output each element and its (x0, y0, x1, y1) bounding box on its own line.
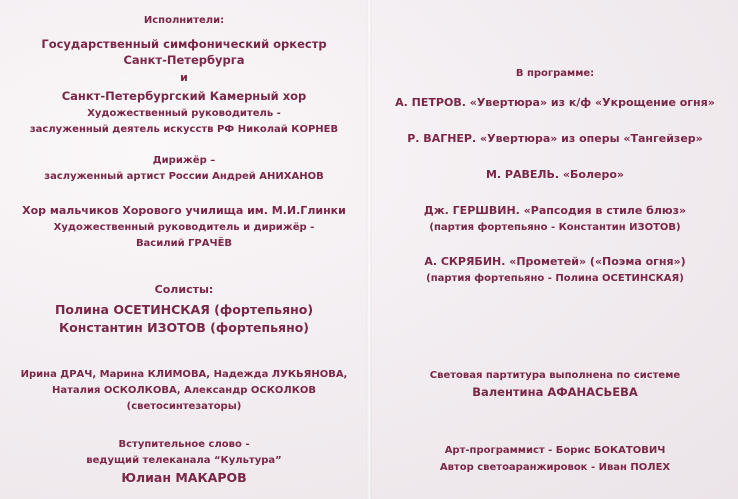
program-heading: В программе: (515, 68, 595, 79)
intro-line1: Вступительное слово - (118, 439, 250, 450)
program-item-4-note: (партия фортепьяно - Константин ИЗОТОВ) (429, 222, 681, 233)
light-score-line: Световая партитура выполнена по системе (429, 370, 681, 381)
intro-name: Юлиан МАКАРОВ (121, 470, 247, 485)
synth-line1: Ирина ДРАЧ, Марина КЛИМОВА, Надежда ЛУКЬЯНОВА, (20, 369, 348, 380)
soloists-heading: Солисты: (154, 283, 214, 296)
program-item-4: Дж. ГЕРШВИН. «Рапсодия в стиле блюз» (423, 204, 687, 217)
performers-heading: Исполнители: (143, 15, 225, 26)
program-item-3: М. РАВЕЛЬ. «Болеро» (485, 168, 625, 181)
light-arrangements-author: Автор светоаранжировок - Иван ПОЛЕХ (439, 462, 671, 473)
light-score-author: Валентина АФАНАСЬЕВА (472, 385, 638, 399)
orchestra-line1: Государственный симфонический оркестр (41, 37, 327, 51)
conductor-label: Дирижёр – (152, 155, 216, 166)
soloist-1: Полина ОСЕТИНСКАЯ (фортепьяно) (54, 302, 314, 317)
art-programmer: Арт-программист - Борис БОКАТОВИЧ (444, 445, 666, 456)
soloist-2: Константин ИЗОТОВ (фортепьяно) (58, 320, 310, 335)
choir-director-line1: Художественный руководитель - (87, 108, 281, 119)
conductor-name: заслуженный артист России Андрей АНИХАНОВ (44, 171, 324, 182)
choir-name: Санкт-Петербургский Камерный хор (61, 89, 307, 103)
program-item-5-note: (партия фортепьяно - Полина ОСЕТИНСКАЯ) (426, 273, 684, 284)
choir-director-line2: заслуженный деятель искусств РФ Николай КОРНЕВ (29, 124, 339, 135)
boys-choir-director-role: Художественный руководитель и дирижёр - (53, 222, 315, 233)
synth-line3: (светосинтезаторы) (126, 401, 242, 412)
and-text: и (180, 71, 188, 84)
boys-choir-director-name: Василий ГРАЧЁВ (135, 238, 233, 249)
program-item-5: А. СКРЯБИН. «Прометей» («Поэма огня») (424, 255, 686, 268)
synth-line2: Наталия ОСКОЛКОВА, Александр ОСКОЛКОВ (51, 385, 317, 396)
intro-line2: ведущий телеканала “Культура” (86, 455, 282, 466)
program-item-2: Р. ВАГНЕР. «Увертюра» из оперы «Тангейзер» (407, 132, 703, 145)
program-item-1: А. ПЕТРОВ. «Увертюра» из к/ф «Укрощение огня» (395, 96, 715, 109)
boys-choir: Хор мальчиков Хорового училища им. М.И.Глинки (22, 204, 346, 217)
orchestra-line2: Санкт-Петербурга (123, 53, 245, 67)
